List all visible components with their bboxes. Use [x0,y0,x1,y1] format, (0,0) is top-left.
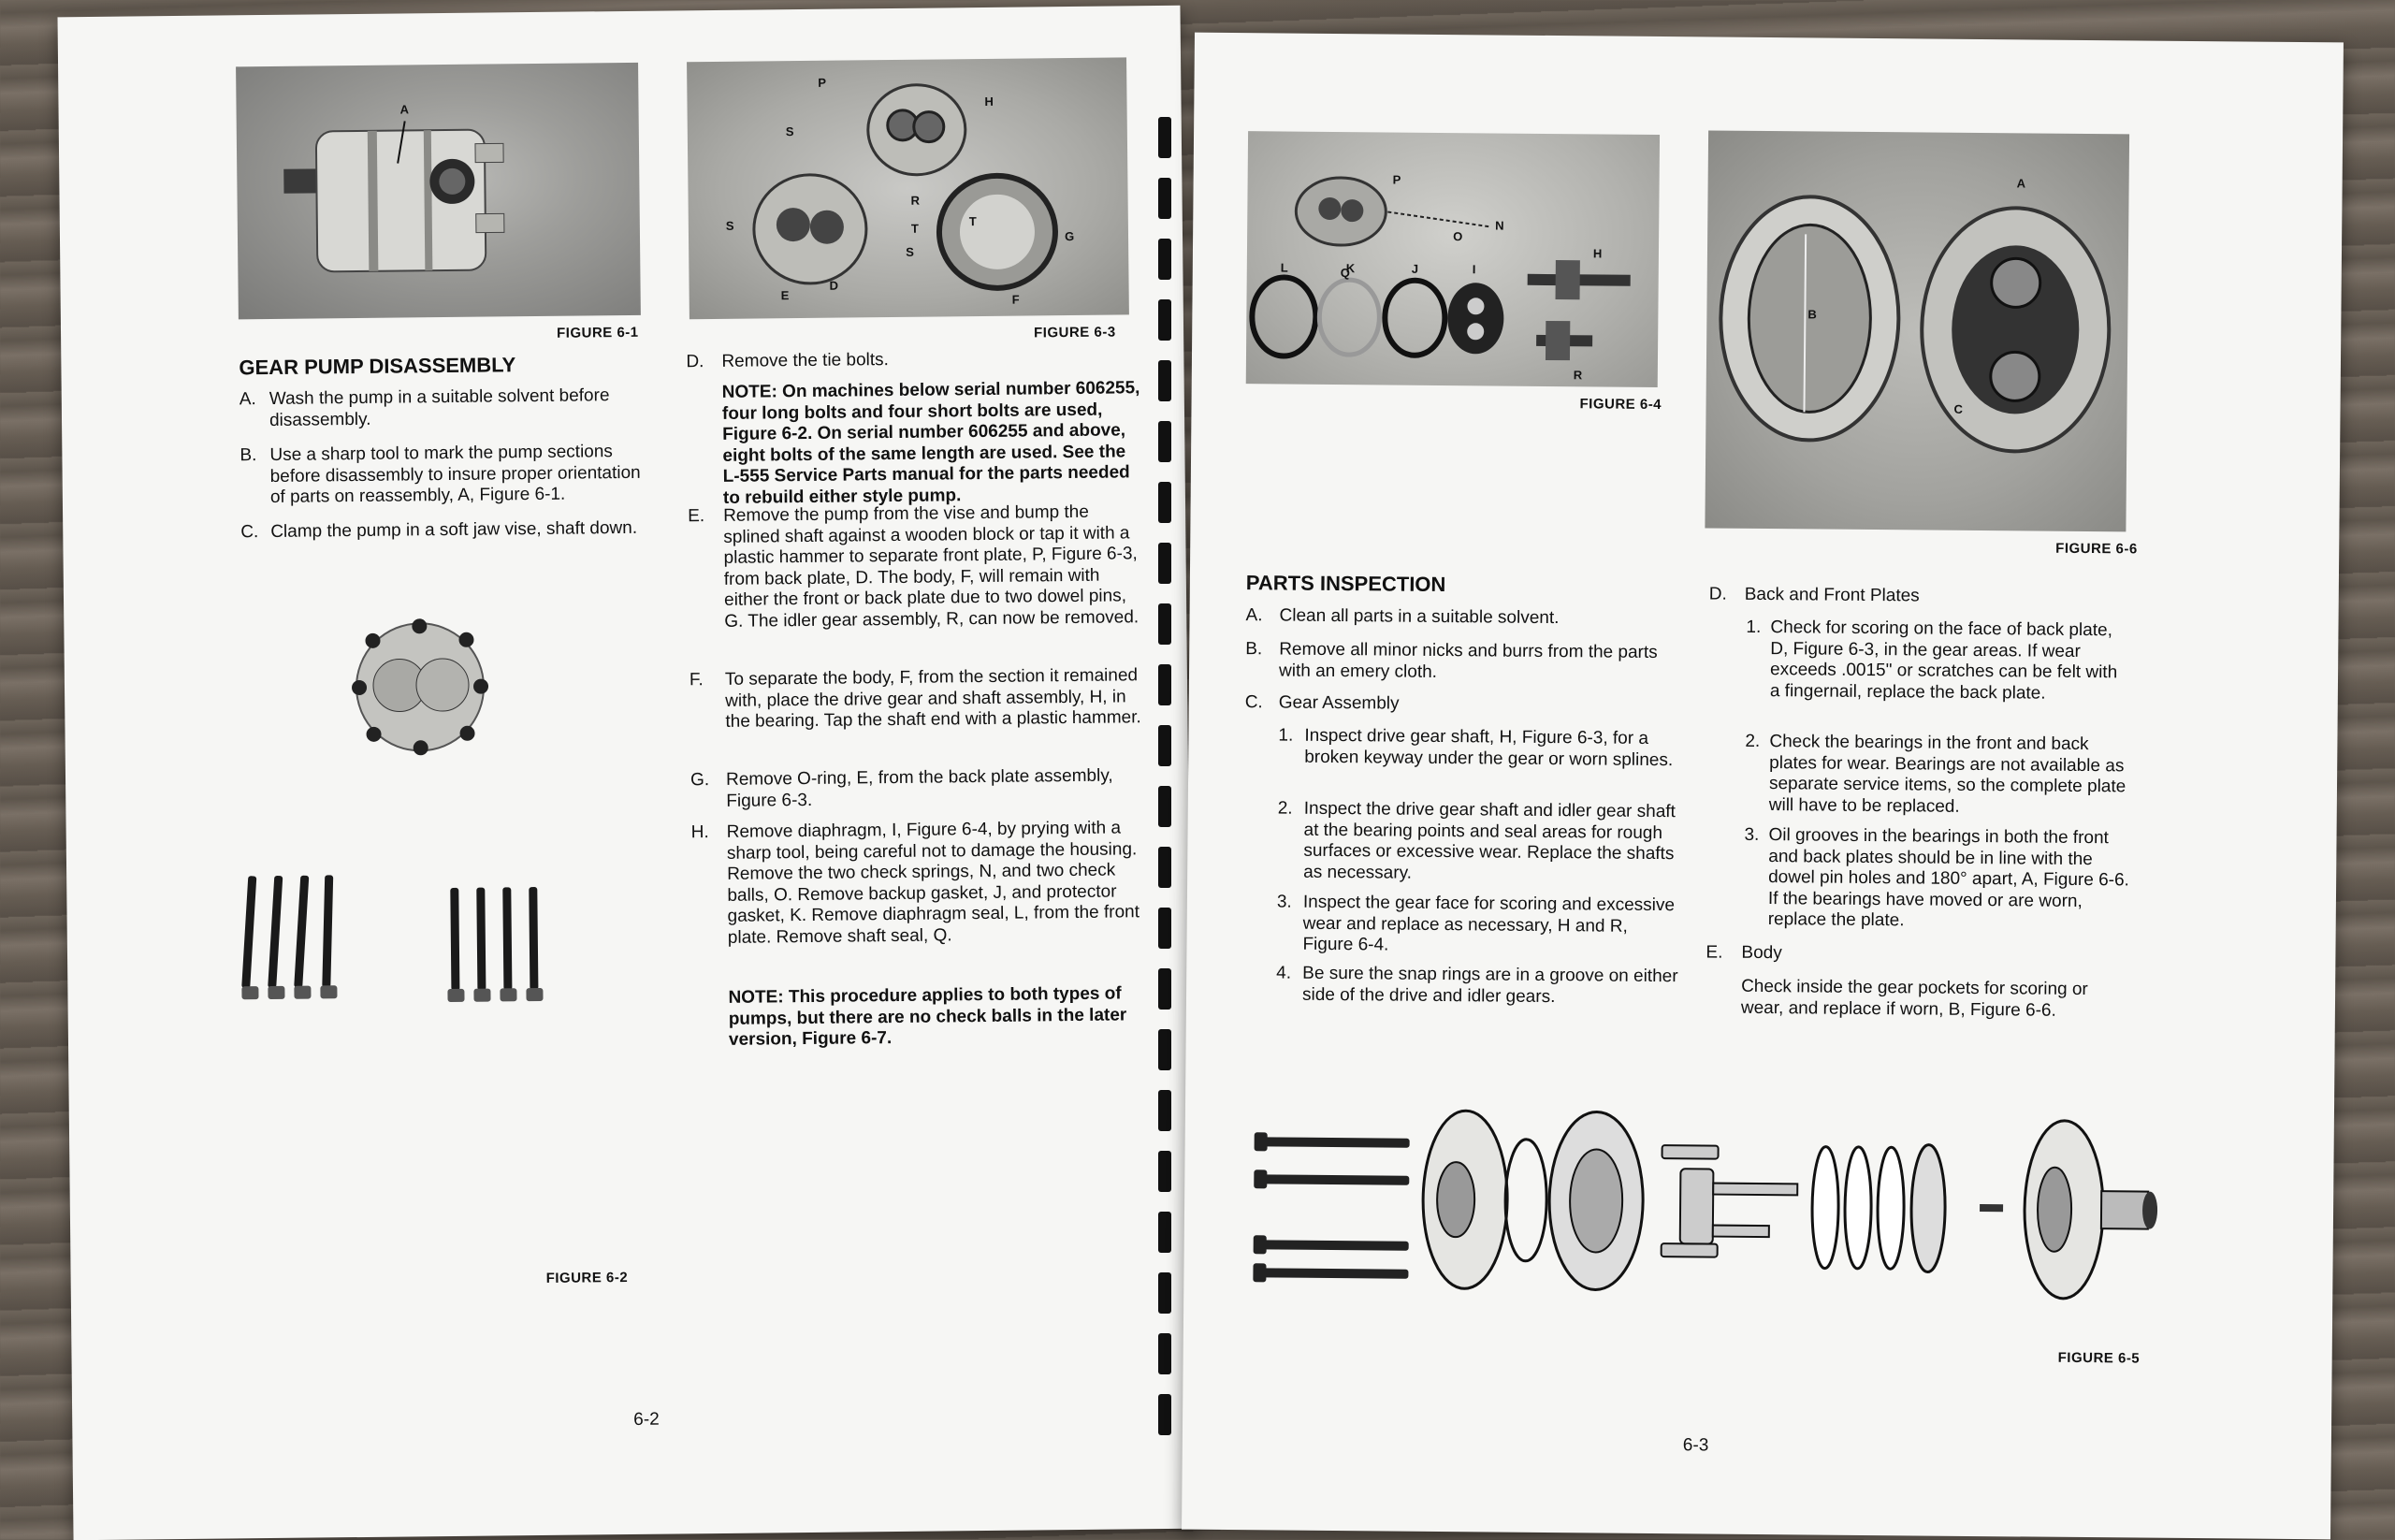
body-check-text: Check inside the gear pockets for scoring or wear, and replace if worn, B, Figure 6-6. [1740,976,2088,1021]
gear-pump-illustration [236,63,641,319]
step-letter: C. [240,522,259,543]
label-f: F [1011,292,1020,307]
gear-step-4 [1276,963,1680,1009]
step-letter: A. [1245,605,1263,626]
step-text: Inspect the drive gear shaft and idler gear shaft at the bearing points and seal areas for rough surfaces or excessive wear. Replace the shafts as necessary. [1303,798,1676,883]
step-text: Wash the pump in a suitable solvent before disassembly. [269,385,610,430]
step-letter: B. [240,445,257,466]
gear-step-2 [1277,798,1682,886]
label-d: D [829,278,839,293]
step-number: 2. [1277,798,1293,819]
plate-step-1 [1746,617,2132,705]
inspect-step-d [1709,584,2130,608]
step-letter: C. [1244,692,1263,713]
label-i: I [1472,262,1476,277]
step-a [240,385,651,432]
label-o: O [1453,229,1463,244]
step-text: Remove the pump from the vise and bump the splined shaft against a wooden block or tap it with a plastic hammer to separate front plate, P, Figure 6-3, from back plate, D. The body, F, will remain with either the front or back plate due to two dowel pins, G. The idler gear assembly, R, can now be removed. [723,501,1139,632]
step-letter: E. [688,506,705,527]
step-number: 3. [1276,892,1292,912]
step-text: Be sure the snap rings are in a groove on either side of the drive and idler gears. [1301,963,1678,1007]
parts-inspection-heading: PARTS INSPECTION [1245,571,1446,597]
inspect-step-c [1245,692,1685,718]
step-number: 1. [1746,617,1762,637]
step-text: Clean all parts in a suitable solvent. [1279,605,1560,629]
step-text: Remove the tie bolts. [721,350,889,371]
step-number: 2. [1745,731,1761,751]
step-d [686,347,1144,373]
label-b: B [1807,307,1817,322]
label-a: A [2016,176,2026,191]
step-text: Remove diaphragm, I, Figure 6-4, by prying with a sharp tool, being careful not to damage the housing. Remove the two check springs, N, and two check balls, O. Remove backup gasket, J, and protector gasket, K. Remove diaphragm seal, L, from the front plate. Remove shaft seal, Q. [726,818,1140,948]
step-letter: D. [686,352,704,372]
plate-step-3 [1744,825,2130,934]
step-number: 3. [1744,824,1760,845]
step-text: Check for scoring on the face of back plate, D, Figure 6-3, in the gear areas. If wear exceeds .0015" or scratches can be felt with a fingernail, replace the back plate. [1769,617,2118,704]
figure-6-3-caption: FIGURE 6-3 [1034,324,1116,341]
gear-step-1 [1278,725,1682,771]
label-e: E [780,288,790,303]
step-text: Check the bearings in the front and back plates for wear. Bearings are not available as separate service items, so the complete plate will have to be replaced. [1768,732,2126,817]
step-c [240,518,652,544]
figure-6-5-caption: FIGURE 6-5 [2057,1349,2141,1367]
step-letter: A. [239,389,256,410]
step-text: Remove all minor nicks and burrs from the parts with an emery cloth. [1278,639,1658,682]
figure-6-6-photo [1705,130,2129,531]
label-l: L [1280,260,1288,275]
label-s-3: S [906,244,914,259]
page-number-left: 6-2 [633,1409,660,1430]
label-r: R [1573,368,1583,383]
step-b [240,442,652,509]
figure-6-2-illustration [232,591,659,1157]
inspect-step-b [1245,639,1685,685]
right-page [1182,33,2344,1540]
plate-bearings-illustration [1705,130,2129,531]
step-text: Clamp the pump in a soft jaw vise, shaft down. [270,517,638,542]
label-s-1: S [785,124,794,139]
gear-pump-heading: GEAR PUMP DISASSEMBLY [239,353,516,380]
step-text: Oil grooves in the bearings in both the front and back plates should be in line with the dowel pin holes and 180° apart, A, Figure 6-6. If the bearings have moved or are worn, replace the plate. [1767,825,2129,931]
label-n: N [1495,218,1504,233]
step-h [691,818,1151,949]
step-text: Gear Assembly [1278,692,1400,714]
step-text: Use a sharp tool to mark the pump sections before disassembly to insure proper orientation of parts on reassembly, A, Figure 6-1. [269,442,641,507]
step-number: 4. [1276,963,1292,983]
step-letter: H. [690,822,709,843]
page-number-right: 6-3 [1682,1435,1709,1456]
label-j: J [1411,261,1419,276]
label-r: R [910,193,921,208]
step-g [690,765,1149,812]
step-letter: D. [1708,584,1727,604]
note-bolts: NOTE: On machines below serial number 606255, four long bolts and four short bolts are used, Figure 6-2. On serial number 606255 and above, eight bolts of the same length are used. See the L-555 Service Parts manual for the parts needed to rebuild either style pump. [721,378,1140,508]
figure-6-1-photo [236,63,641,319]
figure-6-3-photo [687,57,1129,319]
figure-6-1-caption: FIGURE 6-1 [556,324,639,341]
step-letter: G. [689,770,710,791]
step-text: Back and Front Plates [1744,584,1920,606]
note-check-balls: NOTE: This procedure applies to both types of pumps, but there are no check balls in the later version, Figure 6-7. [728,983,1127,1050]
label-k: K [1345,261,1356,276]
step-letter: E. [1706,942,1723,963]
plate-step-2 [1745,732,2131,820]
label-t-2: T [968,214,977,229]
step-text: Inspect drive gear shaft, H, Figure 6-3, for a broken keyway under the gear or worn splines. [1304,725,1674,770]
figure-6-2-caption: FIGURE 6-2 [545,1270,629,1286]
step-text: Inspect the gear face for scoring and excessive wear and replace as necessary, H and R, Figure 6-4. [1302,892,1676,955]
label-q: Q [1340,266,1350,281]
step-text: Body [1741,942,1782,964]
pump-parts-illustration [687,57,1129,319]
step-e [688,501,1147,632]
label-h: H [1592,246,1603,261]
inspect-step-a [1245,605,1685,631]
label-s-2: S [725,218,734,233]
pump-components-illustration [1246,131,1660,387]
label-h: H [984,94,994,109]
figure-6-4-photo [1246,131,1660,387]
label-p: P [818,75,827,90]
step-text: To separate the body, F, from the section it remained with, place the drive gear and shaft assembly, H, in the bearing. Tap the shaft end with a plastic hammer. [724,665,1141,732]
figure-6-5-illustration [1240,1085,2178,1374]
gear-step-3 [1276,892,1681,958]
label-c: C [1953,401,1963,416]
step-letter: F. [689,670,704,690]
label-p: P [1392,172,1401,187]
step-text: Remove O-ring, E, from the back plate assembly, Figure 6-3. [725,765,1113,811]
step-f [689,665,1149,734]
label-g: G [1064,228,1075,244]
figure-6-4-caption: FIGURE 6-4 [1579,396,1662,414]
label-a: A [399,102,410,117]
figure-6-6-caption: FIGURE 6-6 [2055,540,2138,558]
left-page [58,6,1197,1540]
inspect-step-e [1706,942,2126,966]
step-number: 1. [1278,725,1294,746]
label-t-1: T [910,221,919,236]
step-letter: B. [1245,639,1263,660]
